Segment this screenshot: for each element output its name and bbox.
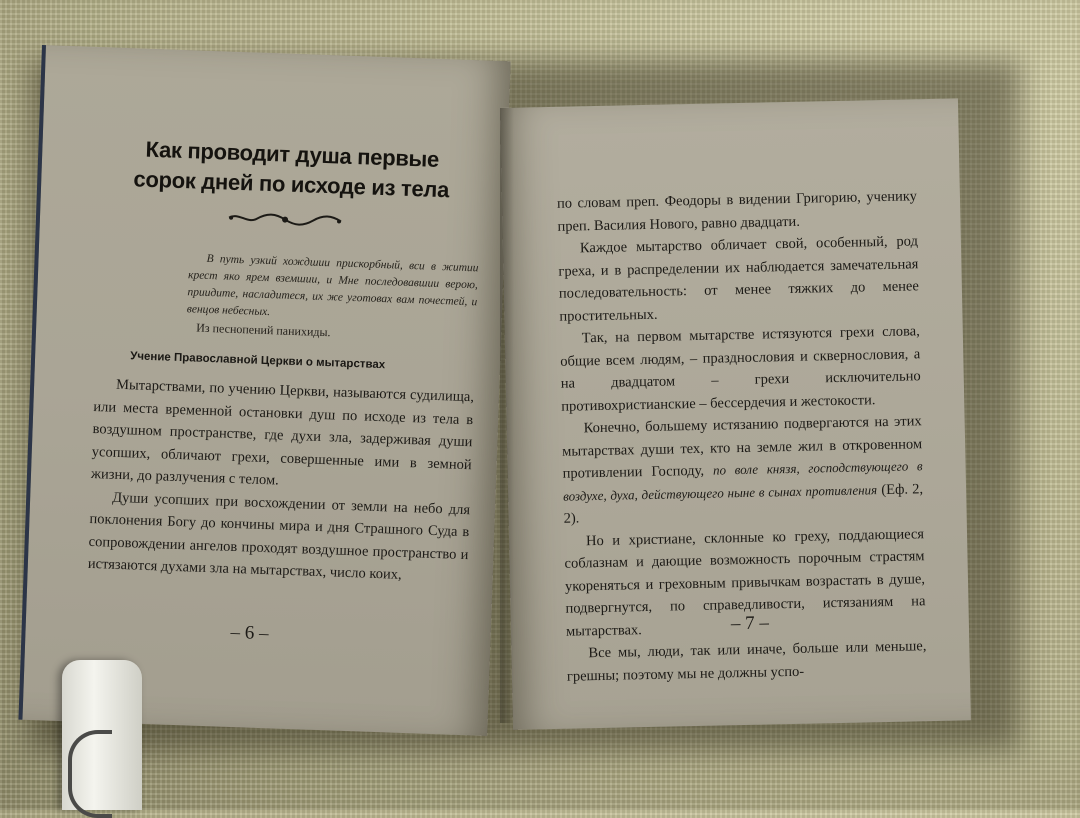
right-page xyxy=(500,98,971,729)
paragraph: Так, на первом мытарстве истязуются грехи слова, общие всем людям, – празднословия и сквернословия, а на двадцатом – грехи исключительно противохристианские – бессердечия и жестокости. xyxy=(560,323,921,415)
chapter-title-line-2: сорок дней по исходе из тела xyxy=(133,166,450,203)
clip-ring xyxy=(68,730,112,818)
paragraph: Все мы, люди, так или иначе, больше или меньше, грешны; поэтому мы не должны успо- xyxy=(566,638,927,685)
ornament-divider-icon xyxy=(225,209,345,229)
chapter-title xyxy=(101,133,483,206)
paragraph: Каждое мытарство обличает свой, особенный, род греха, и в распределении их наблюдается замечательная последовательность: от менее тяжких до менее простительных. xyxy=(558,233,919,325)
gutter-shadow xyxy=(500,108,514,723)
page-number: – 7 – xyxy=(730,612,770,635)
epigraph-source: Из песнопений панихиды. xyxy=(195,320,331,340)
paragraph: Души усопших при восхождении от земли на небо для поклонения Богу до кончины мира и дня Страшного Суда в сопровождении ангелов проходят воздушное пространство и истязаются духами зла на мытарствах, число коих, xyxy=(87,489,471,583)
epigraph: В путь узкий хождшии прискорбный, вси в житии крест яко ярем вземшии, и Мне последовавшии верою, приидите, насладитеся, их же уготовах вам почестей, и венцов небесных. xyxy=(186,252,479,319)
paragraph xyxy=(562,410,924,530)
chapter-title-line-1: Как проводит душа первые xyxy=(145,136,440,172)
scripture-reference: (Еф. 2, 2). xyxy=(563,480,924,527)
paragraph: Но и христиане, склонные ко греху, поддающиеся соблазнам и дающие возможность порочным страстям укореняться и греховным привычкам возрастать в душе, подвергнутся, по справедливости, истязаниям на мытарствах. xyxy=(564,525,926,640)
scripture-quote: по воле князя, господствующего в воздухе, духа, действующего ныне в сынах противления xyxy=(562,458,923,504)
paragraph: по словам преп. Феодоры в видении Григорию, ученику преп. Василия Нового, равно двадцати. xyxy=(556,188,918,235)
left-page-body xyxy=(88,373,475,589)
page-number: – 6 – xyxy=(230,621,269,645)
paragraph-text: Конечно, большему истязанию подвергаются на этих мытарствах души тех, кто на земле жил в откровенном противлении Господу, xyxy=(562,413,923,482)
section-heading: Учение Православной Церкви о мытарствах xyxy=(129,350,386,372)
paragraph: Мытарствами, по учению Церкви, называются судилища, или места временной остановки душ по исходе из тела в воздушном пространстве, где духи зла, задерживая души усопших, обличают грехи, совершенные ими в земной жизни, до разлучения с телом. xyxy=(90,376,475,489)
left-page xyxy=(18,45,510,736)
